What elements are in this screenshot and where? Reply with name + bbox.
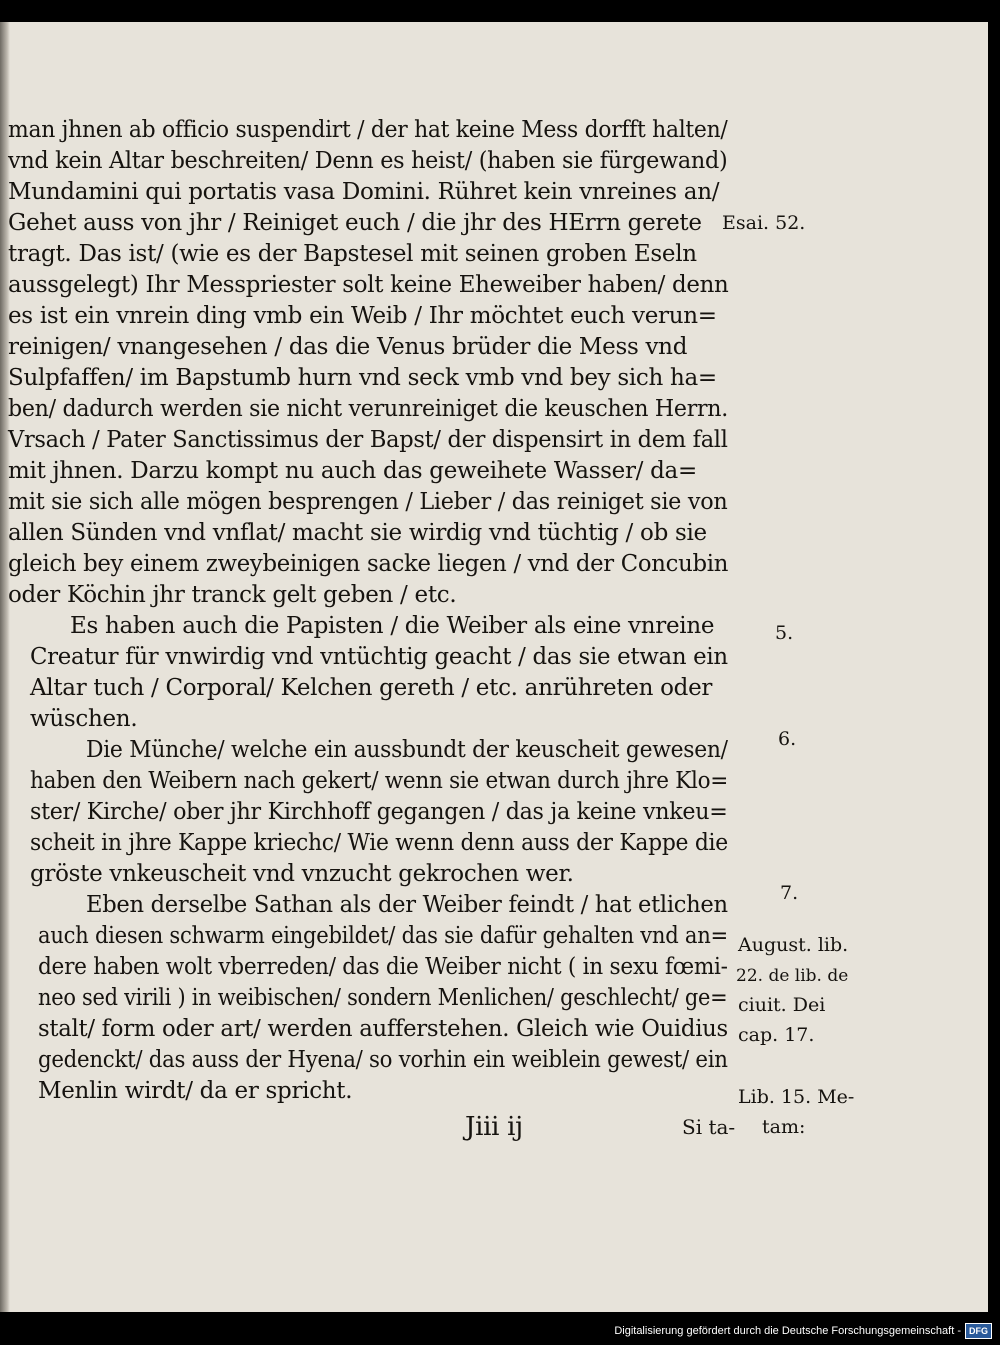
text-line: Sulpfaffen/ im Bapstumb hurn vnd seck vmb vnd bey sich ha= <box>8 365 717 391</box>
text-line: oder Köchin jhr tranck gelt geben / etc. <box>8 582 457 608</box>
margin-note-esai: Esai. 52. <box>722 212 806 234</box>
signature-mark: Jiii ij <box>465 1112 523 1142</box>
margin-note-number: 5. <box>775 622 794 644</box>
margin-note-augustine: cap. 17. <box>738 1024 815 1046</box>
dfg-logo: DFG <box>965 1323 992 1339</box>
text-line: dere haben wolt vberreden/ das die Weiber nicht ( in sexu fœmi- <box>38 954 728 980</box>
text-line: mit jhnen. Darzu kompt nu auch das geweihete Wasser/ da= <box>8 458 697 484</box>
text-line: gröste vnkeuscheit vnd vnzucht gekrochen wer. <box>30 861 574 887</box>
text-line: neo sed virili ) in weibischen/ sondern Menlichen/ geschlecht/ ge= <box>38 985 728 1011</box>
digitization-credit <box>614 1320 992 1342</box>
text-line: gedenckt/ das auss der Hyena/ so vorhin ein weiblein gewest/ ein <box>38 1047 728 1073</box>
text-line: Die Münche/ welche ein aussbundt der keuscheit gewesen/ <box>86 737 728 763</box>
margin-note-number: 7. <box>780 882 799 904</box>
text-line: mit sie sich alle mögen besprengen / Lieber / das reiniget sie von <box>8 489 728 515</box>
text-line: allen Sünden vnd vnflat/ macht sie wirdig vnd tüchtig / ob sie <box>8 520 707 546</box>
text-line: man jhnen ab officio suspendirt / der hat keine Mess dorfft halten/ <box>8 117 728 143</box>
text-line: Eben derselbe Sathan als der Weiber feindt / hat etlichen <box>86 892 728 918</box>
catchword: Si ta- <box>682 1115 736 1139</box>
text-line: aussgelegt) Ihr Messpriester solt keine Eheweiber haben/ denn <box>8 272 729 298</box>
text-line: Es haben auch die Papisten / die Weiber als eine vnreine <box>70 613 715 639</box>
text-line: wüschen. <box>30 706 138 732</box>
text-line: Creatur für vnwirdig vnd vntüchtig geacht / das sie etwan ein <box>30 644 728 670</box>
text-line: reinigen/ vnangesehen / das die Venus brüder die Mess vnd <box>8 334 688 360</box>
text-line: auch diesen schwarm eingebildet/ das sie dafür gehalten vnd an= <box>38 923 728 949</box>
text-line: scheit in jhre Kappe kriechc/ Wie wenn denn auss der Kappe die <box>30 830 728 856</box>
text-line: tragt. Das ist/ (wie es der Bapstesel mit seinen groben Eseln <box>8 241 697 267</box>
text-line: haben den Weibern nach gekert/ wenn sie etwan durch jhre Klo= <box>30 768 729 794</box>
text-line: Menlin wirdt/ da er spricht. <box>38 1078 353 1104</box>
text-line: Mundamini qui portatis vasa Domini. Rühret kein vnreines an/ <box>8 179 720 205</box>
margin-note-ovid: tam: <box>762 1116 806 1138</box>
text-line: vnd kein Altar beschreiten/ Denn es heist/ (haben sie fürgewand) <box>8 148 728 174</box>
margin-note-augustine: 22. de lib. de <box>736 966 849 986</box>
book-page <box>0 22 988 1312</box>
text-line: gleich bey einem zweybeinigen sacke liegen / vnd der Concubin <box>8 551 729 577</box>
text-line: Altar tuch / Corporal/ Kelchen gereth / etc. anrühreten oder <box>30 675 713 701</box>
margin-note-augustine: ciuit. Dei <box>738 994 826 1016</box>
text-line: ben/ dadurch werden sie nicht verunreiniget die keuschen Herrn. <box>8 396 728 422</box>
margin-note-number: 6. <box>778 728 797 750</box>
text-line: ster/ Kirche/ ober jhr Kirchhoff gegangen / das ja keine vnkeu= <box>30 799 728 825</box>
text-line: stalt/ form oder art/ werden aufferstehen. Gleich wie Ouidius <box>38 1016 728 1042</box>
text-line: es ist ein vnrein ding vmb ein Weib / Ihr möchtet euch verun= <box>8 303 717 329</box>
text-line: Vrsach / Pater Sanctissimus der Bapst/ der dispensirt in dem fall <box>8 427 728 453</box>
text-line: Gehet auss von jhr / Reiniget euch / die jhr des HErrn gerete <box>8 210 702 236</box>
margin-note-augustine: August. lib. <box>738 934 849 956</box>
credit-text: Digitalisierung gefördert durch die Deutsche Forschungsgemeinschaft - <box>614 1325 961 1337</box>
margin-note-ovid: Lib. 15. Me- <box>738 1086 855 1108</box>
